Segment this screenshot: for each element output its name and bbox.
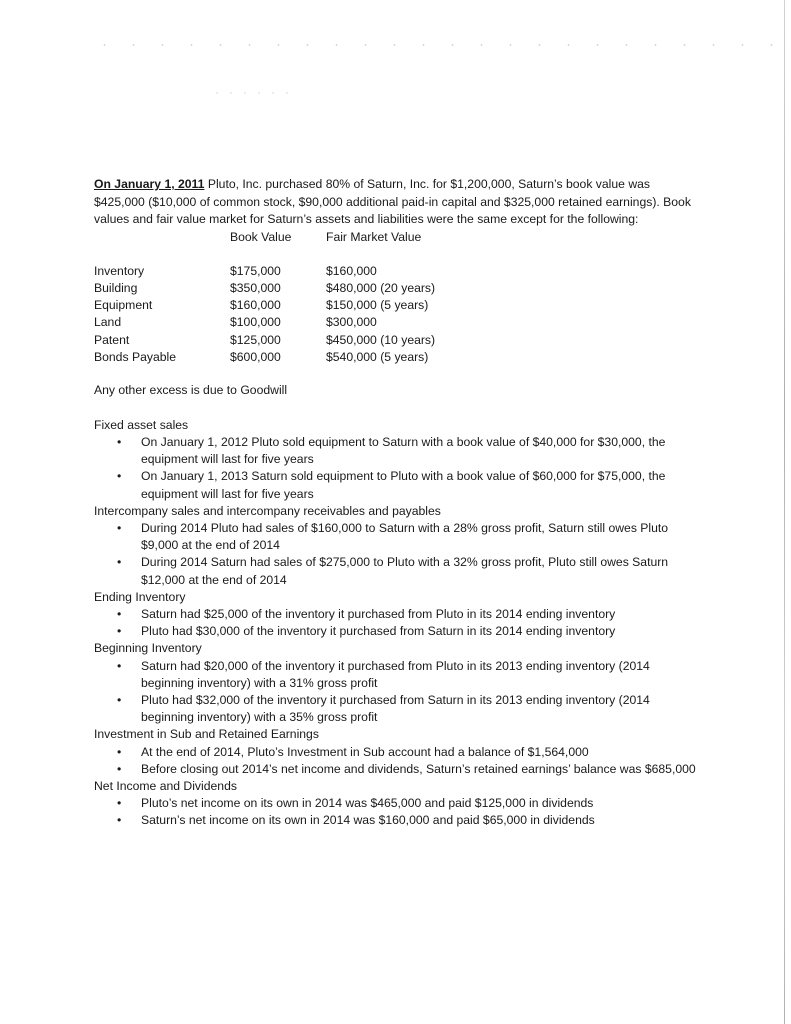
- list-item-text: On January 1, 2012 Pluto sold equipment to Saturn with a book value of $40,000 for $30,000, the equipment will last for five years: [141, 434, 666, 467]
- table-row: [94, 280, 526, 297]
- bullet-list: [94, 434, 704, 503]
- section-title-intercompany-sales: Intercompany sales and intercompany receivables and payables: [94, 503, 441, 518]
- bullet-icon: •: [117, 607, 122, 622]
- intro-date: On January 1, 2011: [94, 177, 205, 191]
- bullet-icon: •: [117, 469, 122, 484]
- scan-artifact-dots: [210, 92, 300, 94]
- table-cell-item: Patent: [94, 332, 130, 347]
- bullet-list: [94, 795, 704, 829]
- table-row: [94, 349, 526, 366]
- list-item: [94, 795, 704, 812]
- bullet-icon: •: [117, 796, 122, 811]
- bullet-icon: •: [117, 761, 122, 776]
- table-cell-fair: $150,000 (5 years): [326, 298, 429, 313]
- list-item-text: Saturn had $20,000 of the inventory it purchased from Pluto in its 2013 ending inventory (2014 beginning inventory) with a 31% gross profit: [141, 658, 650, 690]
- bullet-list: [94, 658, 704, 727]
- list-item-text: On January 1, 2013 Saturn sold equipment to Pluto with a book value of $60,000 for $75,000, the equipment will last for five years: [141, 469, 666, 501]
- section-title-investment-in-sub: Investment in Sub and Retained Earnings: [94, 727, 319, 742]
- list-item-text: Before closing out 2014’s net income and dividends, Saturn’s retained earnings’ balance was $685,000: [141, 761, 696, 776]
- table-cell-item: Building: [94, 280, 138, 295]
- table-cell-book: $160,000: [230, 298, 281, 313]
- bullet-icon: •: [117, 521, 122, 535]
- list-item: [94, 434, 704, 468]
- section-title-ending-inventory: Ending Inventory: [94, 589, 186, 604]
- table-header-fair-value: Fair Market Value: [326, 229, 422, 244]
- list-item: [94, 692, 704, 726]
- table-cell-book: $350,000: [230, 280, 281, 295]
- list-item-text: Pluto had $32,000 of the inventory it purchased from Saturn in its 2013 ending inventory (2014 beginning inventory) with a 35% gross profit: [141, 693, 650, 725]
- table-header-book-value: Book Value: [230, 229, 292, 244]
- sections-list: [94, 417, 704, 830]
- list-item: [94, 761, 704, 778]
- list-item: [94, 744, 704, 761]
- bullet-list: [94, 744, 704, 778]
- bullet-list: [94, 520, 704, 589]
- list-item-text: Saturn’s net income on its own in 2014 was $160,000 and paid $65,000 in dividends: [141, 813, 595, 828]
- table-cell-item: Land: [94, 315, 122, 330]
- table-header-row: [94, 229, 526, 263]
- table-cell-book: $175,000: [230, 263, 281, 278]
- list-item: [94, 623, 704, 640]
- table-row: [94, 297, 526, 314]
- table-header-item: [94, 229, 230, 263]
- table-cell-book: $600,000: [230, 349, 281, 364]
- table-cell-fair: $160,000: [326, 263, 377, 278]
- table-cell-fair: $540,000 (5 years): [326, 349, 429, 364]
- section-title-beginning-inventory: Beginning Inventory: [94, 641, 202, 656]
- section-title-net-income: Net Income and Dividends: [94, 779, 237, 794]
- section-title-fixed-asset-sales: Fixed asset sales: [94, 417, 189, 432]
- list-item-text: Saturn had $25,000 of the inventory it purchased from Pluto in its 2014 ending inventory: [141, 607, 616, 622]
- table-cell-book: $100,000: [230, 315, 281, 330]
- list-item-text: At the end of 2014, Pluto’s Investment in Sub account had a balance of $1,564,000: [141, 744, 589, 759]
- bullet-icon: •: [117, 555, 122, 570]
- fair-value-table: [94, 229, 526, 367]
- list-item: [94, 520, 704, 554]
- table-cell-item: Bonds Payable: [94, 349, 176, 364]
- table-row: [94, 263, 526, 280]
- goodwill-note: Any other excess is due to Goodwill: [94, 383, 288, 398]
- list-item: [94, 658, 704, 692]
- table-cell-fair: $450,000 (10 years): [326, 332, 436, 347]
- bullet-list: [94, 606, 704, 640]
- list-item: [94, 606, 704, 623]
- bullet-icon: •: [117, 434, 122, 449]
- bullet-icon: •: [117, 658, 122, 673]
- list-item: [94, 468, 704, 502]
- list-item-text: During 2014 Pluto had sales of $160,000 to Saturn with a 28% gross profit, Saturn still owes Pluto $9,000 at the end of 2014: [141, 521, 669, 553]
- table-row: [94, 332, 526, 349]
- table-cell-fair: $480,000 (20 years): [326, 280, 436, 295]
- intro-paragraph: [94, 176, 704, 229]
- table-row: [94, 314, 526, 331]
- bullet-icon: •: [117, 813, 122, 828]
- list-item-text: During 2014 Saturn had sales of $275,000 to Pluto with a 32% gross profit, Pluto still owes Saturn $12,000 at the end of 2014: [141, 555, 669, 587]
- table-cell-item: Equipment: [94, 298, 153, 313]
- bullet-icon: •: [117, 744, 122, 759]
- list-item-text: Pluto had $30,000 of the inventory it purchased from Saturn in its 2014 ending inventory: [141, 624, 616, 639]
- table-cell-fair: $300,000: [326, 315, 377, 330]
- list-item-text: Pluto’s net income on its own in 2014 was $465,000 and paid $125,000 in dividends: [141, 796, 594, 811]
- bullet-icon: •: [117, 624, 122, 639]
- bullet-icon: •: [117, 693, 122, 708]
- table-cell-book: $125,000: [230, 332, 281, 347]
- scan-edge-line: [784, 0, 785, 1024]
- scan-artifact-dots: [90, 44, 780, 46]
- table-cell-item: Inventory: [94, 263, 145, 278]
- list-item: [94, 812, 704, 829]
- intro-text: Pluto, Inc. purchased 80% of Saturn, Inc. for $1,200,000, Saturn’s book value was $425,000 ($10,000 of common stock, $90,000 additional paid-in capital and $325,000 retained earnings). Book values and fair value market for Saturn’s assets and liabilities were the same except for the following:: [94, 177, 691, 226]
- list-item: [94, 554, 704, 588]
- document-content: [94, 176, 704, 830]
